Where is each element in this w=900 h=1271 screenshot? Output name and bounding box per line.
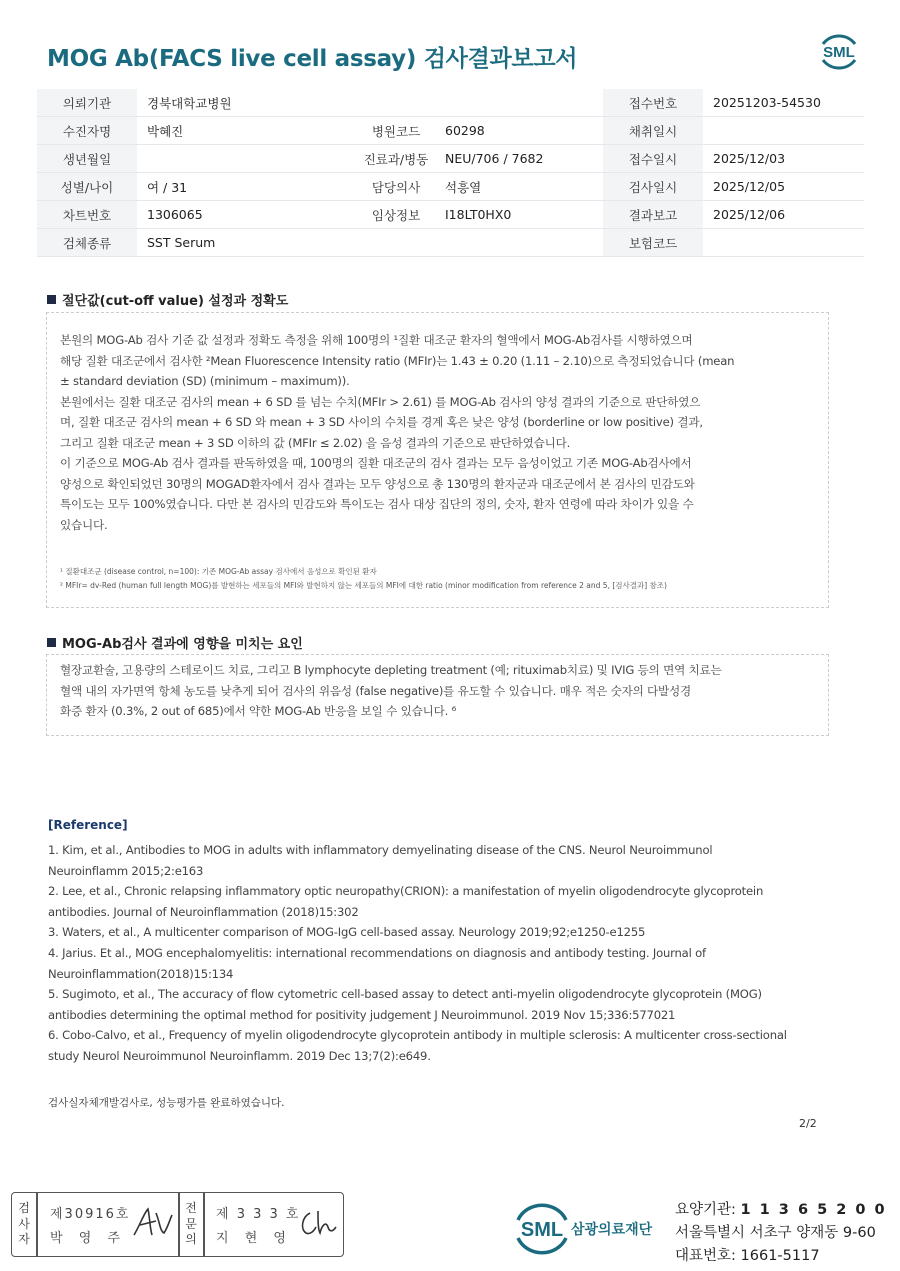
reference-item: 4. Jarius. Et al., MOG encephalomyelitis: international recommendations on diagnosis and antibody testing. Journal of	[48, 945, 706, 960]
text-line: 이 기준으로 MOG-Ab 검사 결과를 판독하였을 때, 100명의 질환 대조군의 검사 결과는 모두 음성이었고 기존 MOG-Ab검사에서	[60, 456, 692, 470]
text-line: 본원의 MOG-Ab 검사 기준 값 설정과 정확도 측정을 위해 100명의 ¹질환 대조군 환자의 혈액에서 MOG-Ab검사를 시행하였으며	[60, 333, 693, 347]
info-value: I18LT0HX0	[435, 201, 603, 229]
reference-item: antibodies. Journal of Neuroinflammation (2018)15:302	[48, 904, 359, 919]
info-value	[137, 145, 357, 173]
org-name: 삼광의료재단	[571, 1222, 653, 1238]
info-row	[37, 117, 864, 145]
reference-item: 1. Kim, et al., Antibodies to MOG in adults with inflammatory demyelinating disease of the CNS. Neurol Neuroimmunol	[48, 843, 713, 857]
examiner-signature-icon	[130, 1205, 176, 1241]
stamp-label-char: 전	[185, 1201, 197, 1216]
stamp-label-char: 검	[18, 1201, 30, 1216]
sml-footer-logo-icon	[510, 1198, 574, 1258]
stamp-label-char: 사	[18, 1216, 30, 1231]
info-label: 보험코드	[603, 229, 703, 257]
reference-item: antibodies determining the optimal method for positivity judgement J Neuroimmunol. 2019 Nov 15;336:577021	[48, 1007, 676, 1022]
section-factors-title: MOG-Ab검사 결과에 영향을 미치는 요인	[47, 633, 303, 652]
text-line: 혈액 내의 자가면역 항체 농도를 낮추게 되어 검사의 위음성 (false negative)를 유도할 수 있습니다. 매우 적은 숫자의 다발성경	[60, 683, 692, 698]
info-label: 성별/나이	[37, 173, 137, 201]
info-value	[435, 89, 603, 117]
footnote-2: ² MFIr= dv-Red (human full length MOG)를 발현하는 세포들의 MFI와 발현하지 않는 세포들의 MFI에 대한 ratio (minor modification from reference 2 and 5, [검사결과] 참조)	[60, 581, 667, 590]
patient-info-table	[37, 89, 864, 257]
reference-item: Neuroinflamm 2015;2:e163	[48, 863, 204, 878]
reference-item: 6. Cobo-Calvo, et al., Frequency of myelin oligodendrocyte glycoprotein antibody in multiple sclerosis: A multicenter cross-sectional	[48, 1028, 787, 1043]
info-row	[37, 229, 864, 257]
info-value: 60298	[435, 117, 603, 145]
text-line: 특이도는 모두 100%였습니다. 다만 본 검사의 민감도와 특이도는 검사 대상 집단의 정의, 숫자, 환자 연령에 따라 차이가 있을 수	[60, 497, 694, 511]
info-label	[357, 89, 435, 117]
info-label	[357, 229, 435, 257]
info-label: 접수일시	[603, 145, 703, 173]
footnote-1: ¹ 질환대조군 (disease control, n=100): 기존 MOG-Ab assay 검사에서 음성으로 확인된 환자	[60, 567, 377, 576]
reference-list	[48, 840, 828, 1067]
page-number: 2/2	[799, 1117, 817, 1130]
info-value: 2025/12/06	[703, 201, 864, 229]
text-line: 있습니다.	[60, 517, 108, 532]
signature-stamp	[11, 1192, 344, 1257]
specialist-signature-icon	[296, 1207, 340, 1241]
info-value: 석흥열	[435, 173, 603, 201]
info-row	[37, 89, 864, 117]
info-value: 20251203-54530	[703, 89, 864, 117]
text-line: 양성으로 확인되었던 30명의 MOGAD환자에서 검사 결과는 모두 양성으로 총 130명의 환자군과 대조군에서 본 검사의 민감도와	[60, 476, 695, 491]
info-label: 진료과/병동	[357, 145, 435, 173]
info-value: 박혜진	[137, 117, 357, 145]
examiner-name: 박 영 주	[50, 1231, 126, 1246]
info-label: 담당의사	[357, 173, 435, 201]
info-label: 병원코드	[357, 117, 435, 145]
text-line: 본원에서는 질환 대조군 검사의 mean + 6 SD 를 넘는 수치(MFIr > 2.61) 를 MOG-Ab 검사의 양성 결과의 기준으로 판단하였으	[60, 394, 701, 409]
text-line: 화증 환자 (0.3%, 2 out of 685)에서 약한 MOG-Ab 반응을 보일 수 있습니다. ⁶	[60, 704, 457, 718]
info-label: 임상정보	[357, 201, 435, 229]
reference-title: [Reference]	[48, 818, 128, 832]
stamp-label-char: 의	[185, 1232, 197, 1247]
sml-footer-logo-text: SML	[520, 1219, 564, 1241]
text-line: 해당 질환 대조군에서 검사한 ²Mean Fluorescence Intensity ratio (MFIr)는 1.43 ± 0.20 (1.11 – 2.10)으로 측정되었습니다 (mean	[60, 353, 735, 368]
text-line: 혈장교환술, 고용량의 스테로이드 치료, 그리고 B lymphocyte depleting treatment (예; rituximab치료) 및 IVIG 등의 면역 치료는	[60, 663, 722, 677]
specialist-label	[179, 1193, 203, 1256]
info-label: 차트번호	[37, 201, 137, 229]
info-value: 여 / 31	[137, 173, 357, 201]
info-label: 접수번호	[603, 89, 703, 117]
info-value	[703, 229, 864, 257]
info-value	[435, 229, 603, 257]
info-value: 1306065	[137, 201, 357, 229]
info-label: 검사일시	[603, 173, 703, 201]
sml-logo-icon	[815, 28, 863, 76]
reference-item: 5. Sugimoto, et al., The accuracy of flow cytometric cell-based assay to detect anti-myelin oligodendrocyte glycoprotein (MOG)	[48, 987, 762, 1002]
stamp-label-char: 문	[185, 1216, 197, 1231]
section-factors-text	[60, 660, 820, 722]
reference-item: Neuroinflammation(2018)15:134	[48, 966, 234, 981]
info-label: 생년월일	[37, 145, 137, 173]
validation-note: 검사실자체개발검사로, 성능평가를 완료하였습니다.	[48, 1097, 285, 1109]
info-value	[703, 117, 864, 145]
info-value: 2025/12/03	[703, 145, 864, 173]
specialist-name: 지 현 영	[216, 1231, 292, 1246]
address: 서울특별시 서초구 양재동 9-60	[675, 1225, 876, 1241]
reference-item: 2. Lee, et al., Chronic relapsing inflammatory optic neuropathy(CRION): a manifestation of myelin oligodendrocyte glycoprotein	[48, 884, 764, 899]
examiner-label	[12, 1193, 36, 1256]
info-label: 검체종류	[37, 229, 137, 257]
info-value: SST Serum	[137, 229, 357, 257]
phone: 대표번호: 1661-5117	[675, 1248, 820, 1264]
care-institution: 요양기관: 1 1 3 6 5 2 0 0	[675, 1202, 887, 1218]
examiner-license: 제30916호	[50, 1207, 131, 1222]
text-line: 그리고 질환 대조군 mean + 3 SD 이하의 값 (MFIr ≤ 2.02) 을 음성 결과의 기준으로 판단하였습니다.	[60, 435, 571, 450]
info-value: 2025/12/05	[703, 173, 864, 201]
info-label: 결과보고	[603, 201, 703, 229]
info-label: 의뢰기관	[37, 89, 137, 117]
text-line: 며, 질환 대조군 검사의 mean + 6 SD 와 mean + 3 SD 사이의 수치를 경계 혹은 낮은 양성 (borderline or low positive) 결과,	[60, 415, 703, 429]
info-label: 수진자명	[37, 117, 137, 145]
info-value: 경북대학교병원	[137, 89, 357, 117]
text-line: ± standard deviation (SD) (minimum – maximum)).	[60, 374, 350, 388]
report-title: MOG Ab(FACS live cell assay) 검사결과보고서	[47, 46, 578, 72]
section-cutoff-title: 절단값(cut-off value) 설정과 정확도	[47, 290, 288, 309]
specialist-license: 제 3 3 3 호	[216, 1207, 301, 1222]
reference-item: study Neurol Neuroimmunol Neuroinflamm. 2019 Dec 13;7(2):e649.	[48, 1048, 431, 1063]
stamp-label-char: 자	[18, 1232, 30, 1247]
info-row	[37, 173, 864, 201]
info-label: 채취일시	[603, 117, 703, 145]
info-value: NEU/706 / 7682	[435, 145, 603, 173]
sml-logo-text: SML	[823, 44, 855, 61]
reference-item: 3. Waters, et al., A multicenter comparison of MOG-IgG cell-based assay. Neurology 2019;92;e1250-e1255	[48, 925, 646, 940]
section-cutoff-text	[60, 330, 820, 535]
info-row	[37, 201, 864, 229]
info-row	[37, 145, 864, 173]
